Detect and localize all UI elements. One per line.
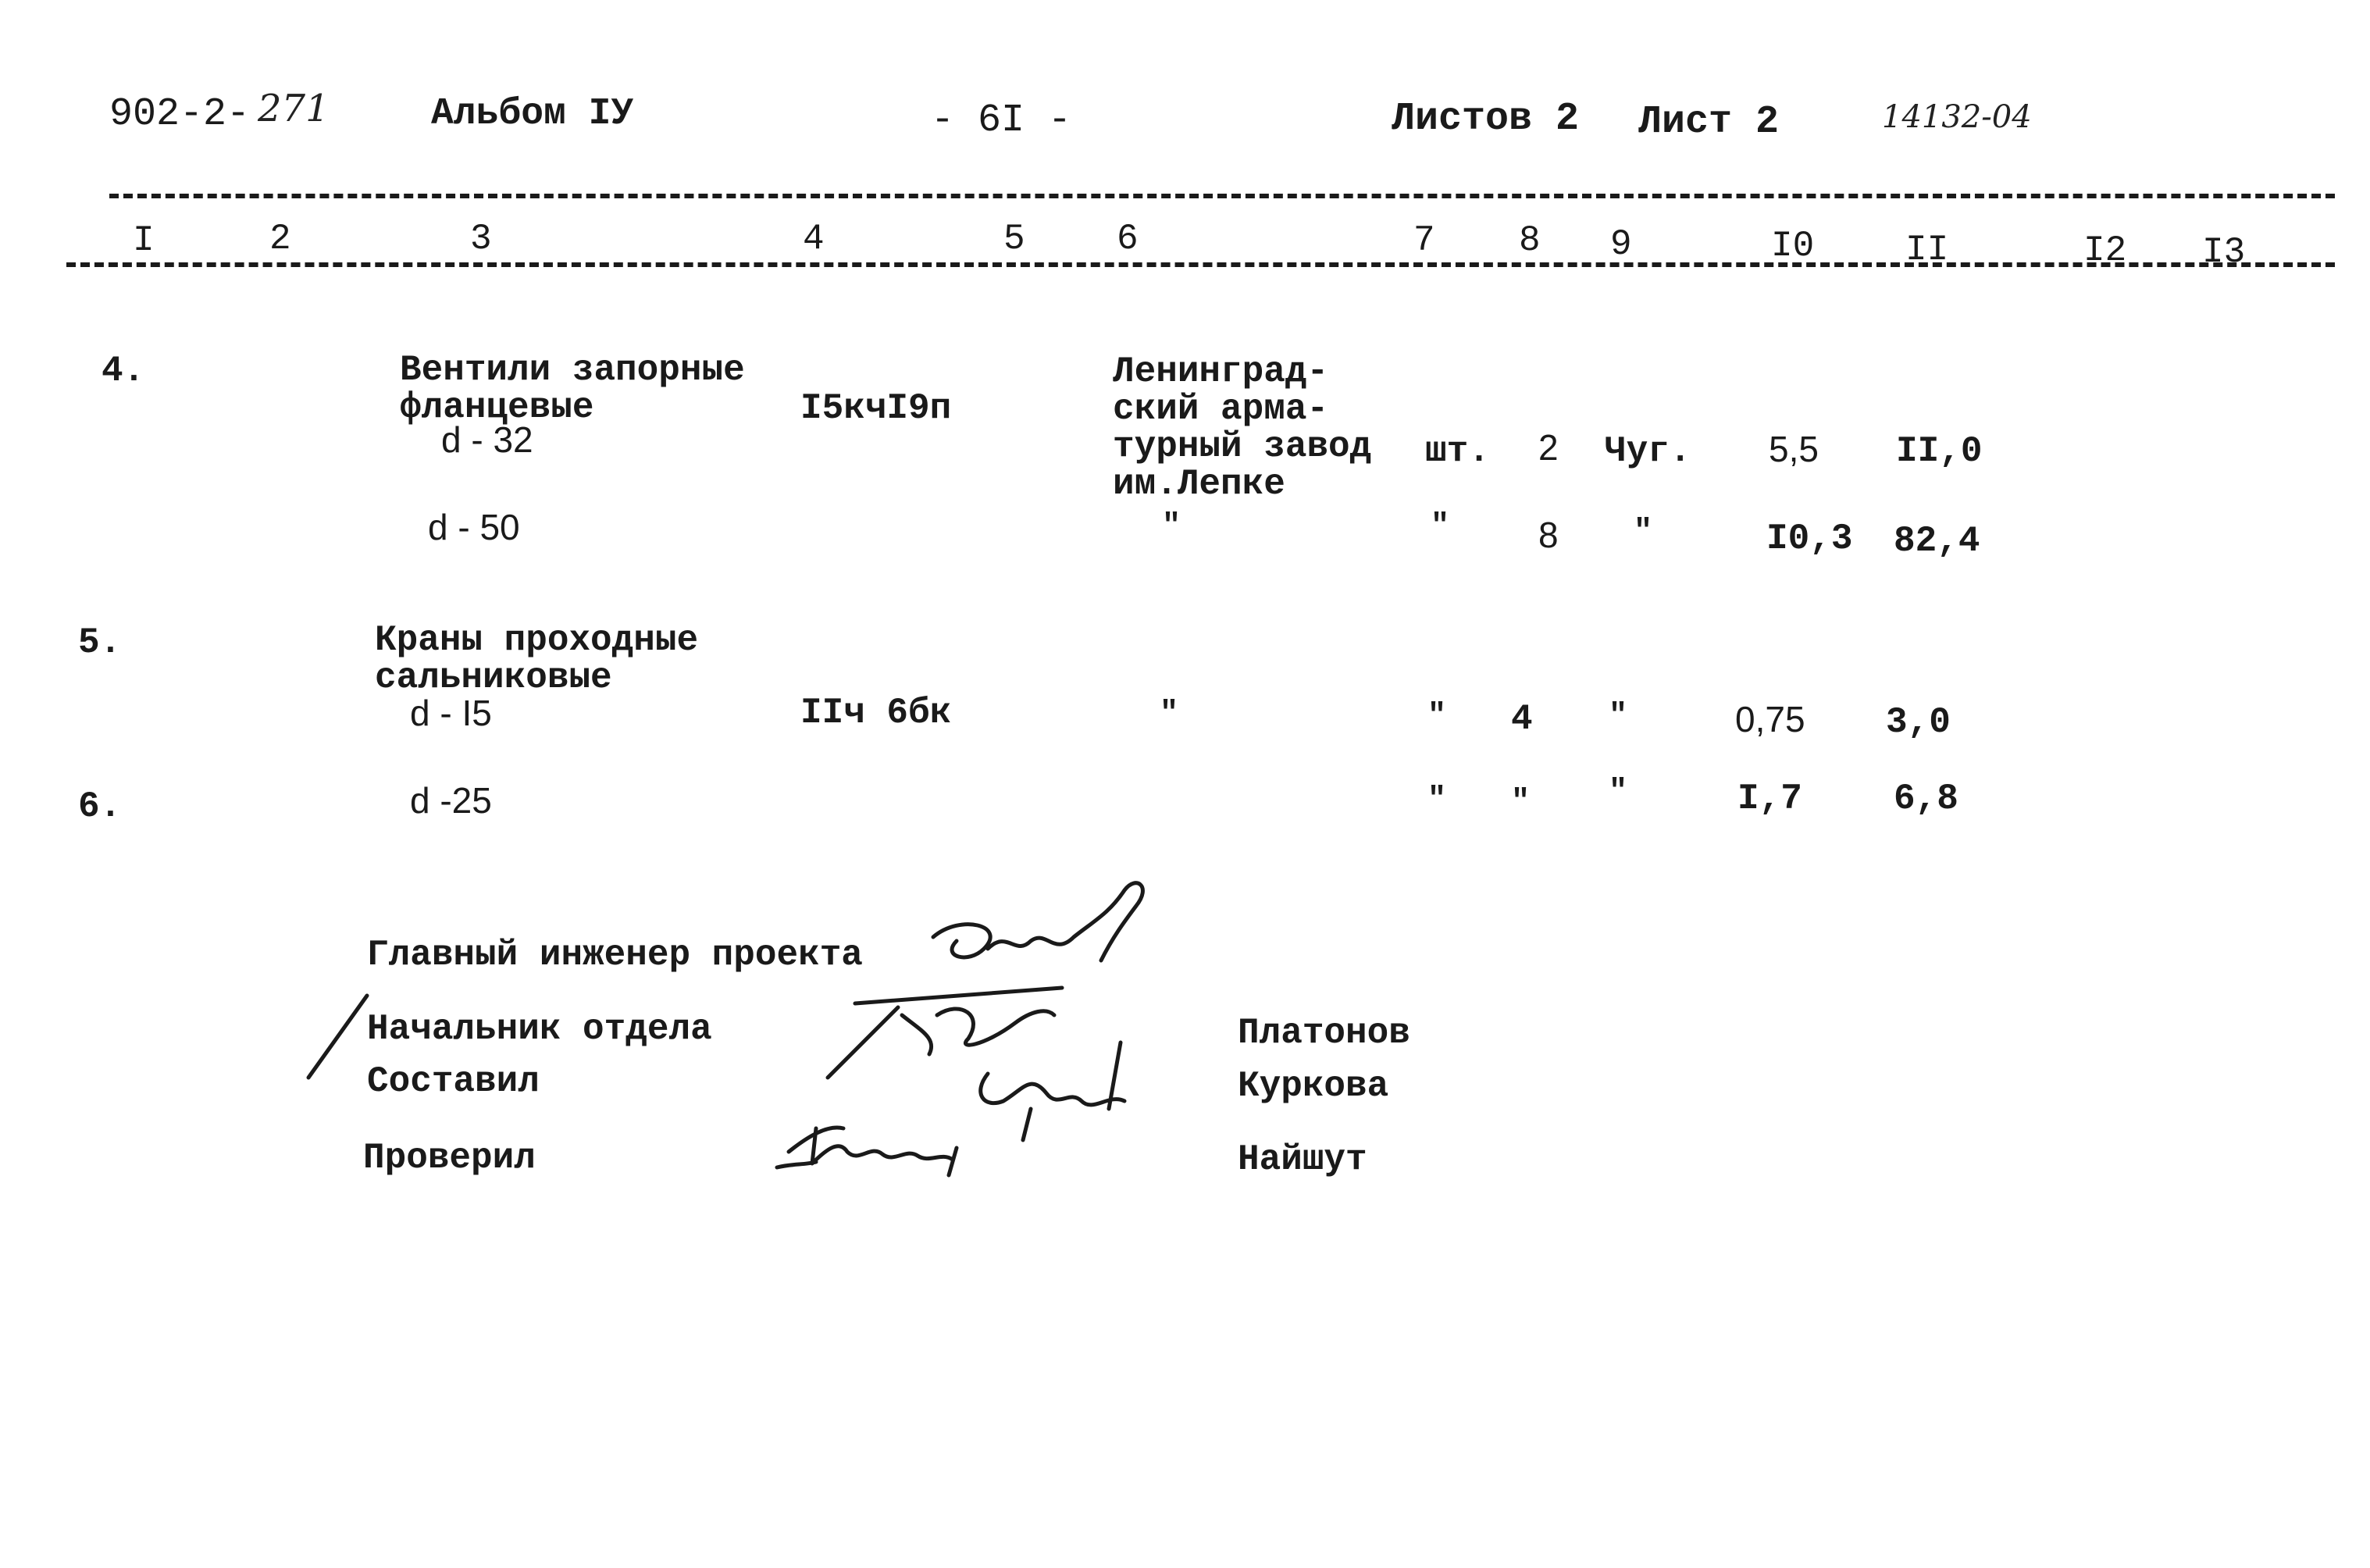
- row-number: 4.: [102, 351, 145, 391]
- total-mass: II,0: [1896, 431, 1983, 472]
- sheets-total: Листов 2: [1392, 97, 1580, 141]
- ditto-mark: ": [1427, 699, 1447, 734]
- doc-code-prefix: 902-2-: [109, 92, 251, 137]
- album-label: Альбом IУ: [431, 93, 634, 135]
- column-number: II: [1905, 230, 1949, 270]
- column-number: 9: [1610, 224, 1632, 265]
- dept-head-label: Начальник отдела: [367, 1009, 712, 1049]
- total-mass: 82,4: [1894, 521, 1980, 561]
- column-number: 5: [1003, 219, 1025, 259]
- ditto-mark: ": [1427, 782, 1447, 818]
- total-mass: 6,8: [1894, 779, 1958, 819]
- column-number: 6: [1117, 219, 1139, 259]
- nominal-diameter: d - 50: [428, 507, 520, 547]
- nominal-diameter: d - 32: [441, 419, 533, 460]
- unit-mass: 0,75: [1735, 699, 1805, 739]
- compiled-signature: [981, 1042, 1124, 1140]
- chief-engineer-signature: [933, 883, 1142, 960]
- ditto-mark: ": [1609, 775, 1628, 810]
- column-number: I3: [2202, 232, 2246, 273]
- material: Чуг.: [1605, 431, 1691, 472]
- row-number: 6.: [78, 786, 122, 827]
- row-number: 5.: [78, 622, 122, 663]
- unit: шт.: [1425, 431, 1490, 472]
- column-number: I2: [2083, 230, 2127, 271]
- archive-number: 14132-04: [1882, 99, 2032, 135]
- doc-code-handwritten: 271: [258, 87, 330, 130]
- column-number: 2: [269, 219, 291, 259]
- chief-engineer-label: Главный инженер проекта: [367, 935, 863, 975]
- unit-mass: 5,5: [1769, 429, 1819, 469]
- checked-label: Проверил: [363, 1138, 536, 1178]
- quantity: 4: [1511, 699, 1533, 739]
- nominal-diameter: d -25: [410, 780, 492, 821]
- column-number: 8: [1519, 220, 1541, 261]
- page-number: - 6I -: [931, 98, 1072, 143]
- ditto-mark: ": [1431, 509, 1450, 544]
- ditto-mark: ": [1609, 699, 1628, 734]
- column-number: I: [133, 220, 155, 261]
- column-number: 3: [470, 219, 492, 259]
- ditto-mark: ": [1162, 509, 1181, 544]
- dept-head-name: Платонов: [1238, 1013, 1410, 1053]
- checked-signature: [777, 1128, 957, 1175]
- sheet-number: Лист 2: [1638, 100, 1780, 144]
- ditto-mark: ": [1160, 697, 1179, 732]
- quantity: 8: [1538, 515, 1559, 555]
- column-number: 7: [1413, 220, 1435, 261]
- dept-head-signature: [828, 988, 1062, 1078]
- item-name: Вентили запорные фланцевые: [400, 350, 745, 428]
- compiled-name: Куркова: [1238, 1066, 1389, 1107]
- manufacturer: Ленинград- ский арма- турный завод им.Лепке: [1113, 351, 1372, 504]
- unit-mass: I0,3: [1766, 519, 1853, 559]
- ditto-mark: ": [1511, 785, 1531, 820]
- ditto-mark: ": [1634, 515, 1653, 550]
- unit-mass: I,7: [1737, 779, 1802, 819]
- column-number: I0: [1771, 226, 1815, 266]
- slash-mark: [308, 996, 367, 1078]
- item-mark: IIч 6бк: [800, 693, 952, 733]
- compiled-label: Составил: [367, 1061, 540, 1102]
- item-mark: I5кчI9п: [800, 388, 952, 429]
- column-number: 4: [803, 219, 825, 259]
- item-name: Краны проходные сальниковые: [375, 620, 699, 698]
- nominal-diameter: d - I5: [410, 693, 492, 733]
- total-mass: 3,0: [1886, 702, 1951, 743]
- checked-name: Найшут: [1238, 1139, 1367, 1180]
- quantity: 2: [1538, 427, 1559, 468]
